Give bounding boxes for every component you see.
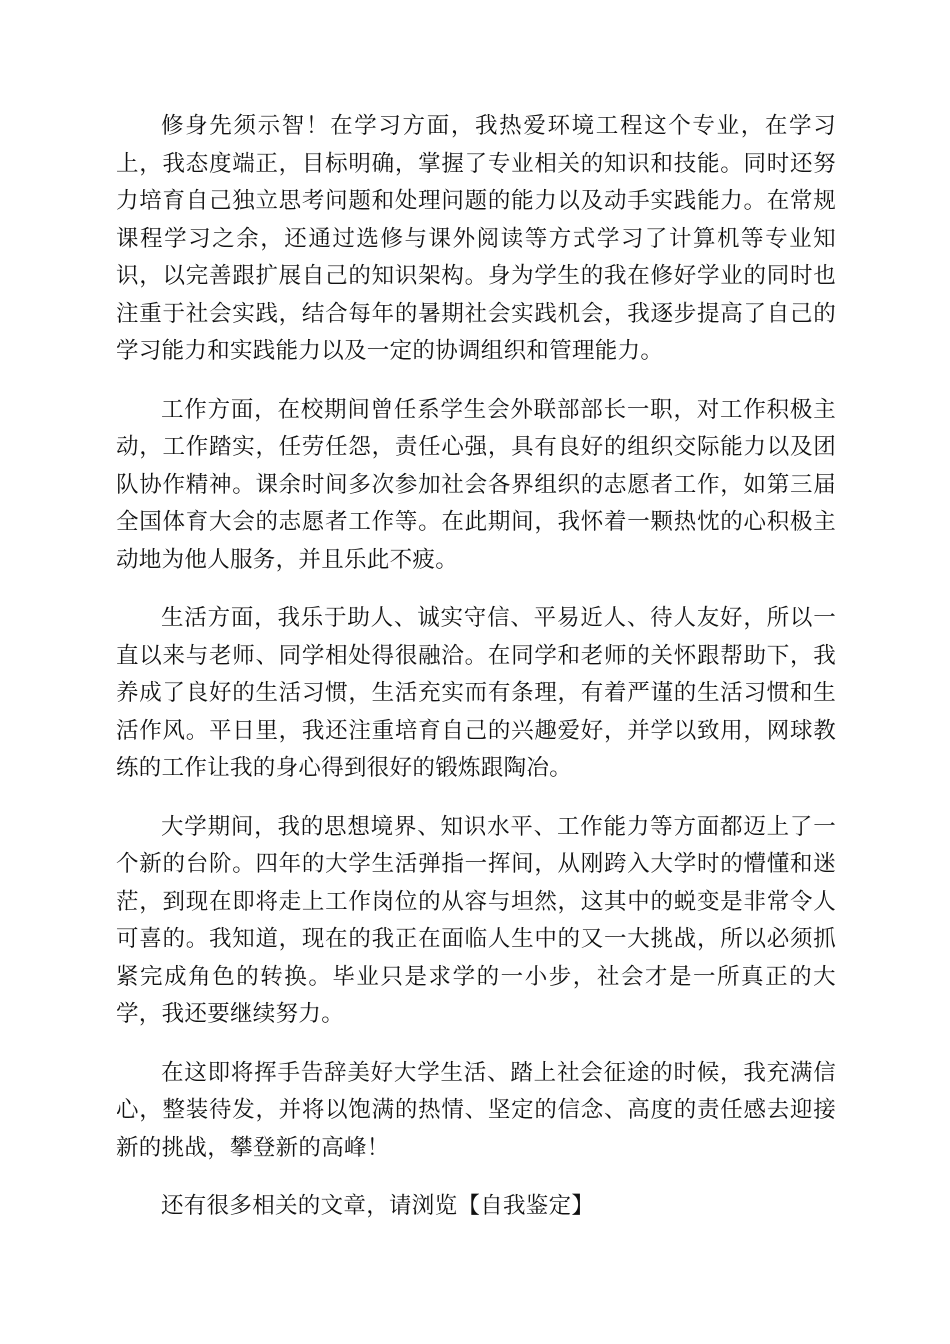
document-body xyxy=(116,108,836,1247)
footer-line xyxy=(116,1188,836,1226)
paragraph-life: 生活方面，我乐于助人、诚实守信、平易近人、待人友好，所以一直以来与老师、同学相处得很融洽。在同学和老师的关怀跟帮助下，我养成了良好的生活习惯，生活充实而有条理，有着严谨的生活习惯和生活作风。平日里，我还注重培育自己的兴趣爱好，并学以致用，网球教练的工作让我的身心得到很好的锻炼跟陶冶。 xyxy=(116,605,836,781)
paragraph-work: 工作方面，在校期间曾任系学生会外联部部长一职，对工作积极主动，工作踏实，任劳任怨，责任心强，具有良好的组织交际能力以及团队协作精神。课余时间多次参加社会各界组织的志愿者工作，如第三届全国体育大会的志愿者工作等。在此期间，我怀着一颗热忱的心积极主动地为他人服务，并且乐此不疲。 xyxy=(116,396,836,573)
paragraph-university: 大学期间，我的思想境界、知识水平、工作能力等方面都迈上了一个新的台阶。四年的大学生活弹指一挥间，从刚跨入大学时的懵懂和迷茫，到现在即将走上工作岗位的从容与坦然，这其中的蜕变是非常令人可喜的。我知道，现在的我正在面临人生中的又一大挑战，所以必须抓紧完成角色的转换。毕业只是求学的一小步，社会才是一所真正的大学，我还要继续努力。 xyxy=(116,813,836,1027)
paragraph-farewell: 在这即将挥手告辞美好大学生活、踏上社会征途的时候，我充满信心，整装待发，并将以饱满的热情、坚定的信念、高度的责任感去迎接新的挑战，攀登新的高峰！ xyxy=(116,1059,836,1161)
related-articles-link[interactable]: 【自我鉴定】 xyxy=(457,1193,595,1219)
paragraph-study: 修身先须示智！在学习方面，我热爱环境工程这个专业，在学习上，我态度端正，目标明确，掌握了专业相关的知识和技能。同时还努力培育自己独立思考问题和处理问题的能力以及动手实践能力。在常规课程学习之余，还通过选修与课外阅读等方式学习了计算机等专业知识，以完善跟扩展自己的知识架构。身为学生的我在修好学业的同时也注重于社会实践，结合每年的暑期社会实践机会，我逐步提高了自己的学习能力和实践能力以及一定的协调组织和管理能力。 xyxy=(116,113,836,364)
footer-text: 还有很多相关的文章，请浏览 xyxy=(161,1193,458,1219)
